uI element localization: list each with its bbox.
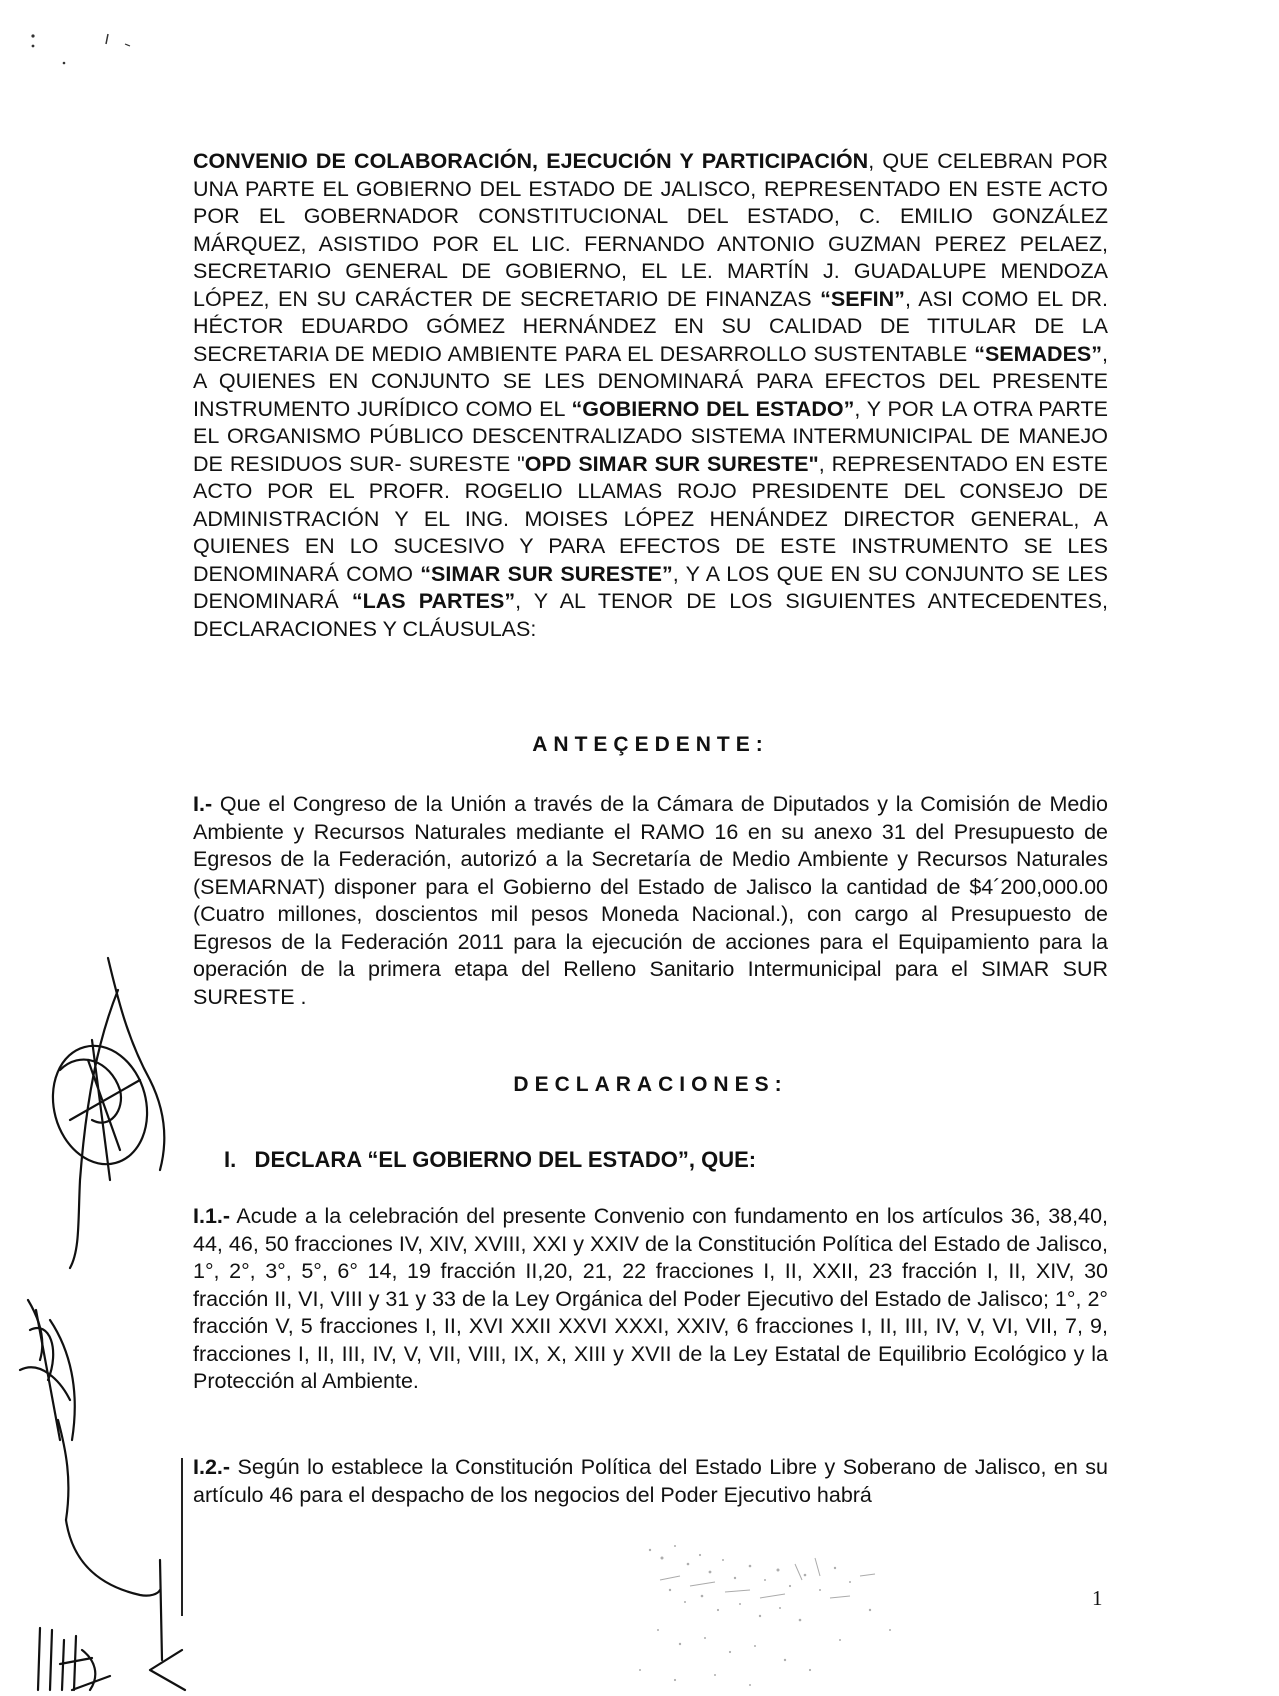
declaration-1-1 xyxy=(193,1203,1108,1396)
page-number: 1 xyxy=(1092,1586,1103,1610)
agreement-title: CONVENIO DE COLABORACIÓN, EJECUCIÓN Y PARTICIPACIÓN xyxy=(193,149,869,173)
intro-text-7: , Y AL TENOR DE LOS SIGUIENTES ANTECEDENTES, DECLARACIONES Y CLÁUSULAS: xyxy=(193,589,1108,641)
declaraciones-heading: DECLARACIONES: xyxy=(513,1073,788,1096)
seal-stamp xyxy=(590,1520,950,1696)
simar-label: “SIMAR SUR SURESTE” xyxy=(420,561,673,586)
declaration-1-2 xyxy=(193,1454,1108,1509)
opd-simar-label: OPD SIMAR SUR SURESTE" xyxy=(524,451,819,476)
intro-text-3: , A QUIENES EN CONJUNTO SE LES DENOMINARÁ PARA EFECTOS DEL PRESENTE INSTRUMENTO JURÍDICO COMO EL xyxy=(193,341,1108,421)
intro-text-2: , ASI COMO EL DR. HÉCTOR EDUARDO GÓMEZ HERNÁNDEZ EN SU CALIDAD DE TITULAR DE LA SECRETARIA DE MEDIO AMBIENTE PARA EL DESARROLLO SUSTENTABLE xyxy=(193,286,1108,366)
semades-label: “SEMADES” xyxy=(974,341,1103,366)
declaration-1-2-number: I.2.- xyxy=(193,1455,231,1479)
declaration-1-1-text: Acude a la celebración del presente Convenio con fundamento en los artículos 36, 38,40, 44, 46, 50 fracciones IV, XIV, XVIII, XXI y XXIV de la Constitución Política del Estado de Jalisco, 1°, 2°, 3°, 5°, 6° 14, 19 fracción II,20, 21, 22 fracciones I, II, XXII, 23 fracción I, II, XIV, 30 fracción II, VI, VIII y 31 y 33 de la Ley Orgánica del Poder Ejecutivo del Estado de Jalisco; 1°, 2° fracción V, 5 fracciones I, II, XVI XXII XXVI XXXI, XXIV, 6 fracciones I, II, III, IV, V, VI, VII, 7, 9, fracciones I, II, III, IV, V, VII, VIII, IX, X, XIII y XVII de la Ley Estatal de Equilibrio Ecológico y la Protección al Ambiente. xyxy=(193,1204,1108,1393)
declara-section-title: I. DECLARA “EL GOBIERNO DEL ESTADO”, QUE: xyxy=(224,1147,757,1172)
las-partes-label: “LAS PARTES” xyxy=(351,589,516,613)
declaration-1-1-number: I.1.- xyxy=(193,1204,231,1228)
antecedente-number: I.- xyxy=(193,792,213,816)
intro-text-1: , QUE CELEBRAN POR UNA PARTE EL GOBIERNO DEL ESTADO DE JALISCO, REPRESENTADO EN ESTE ACTO POR EL GOBERNADOR CONSTITUCIONAL DEL ESTADO, C. EMILIO GONZÁLEZ MÁRQUEZ, ASISTIDO POR EL LIC. FERNANDO ANTONIO GUZMAN PEREZ PELAEZ, SECRETARIO GENERAL DE GOBIERNO, EL LE. MARTÍN J. GUADALUPE MENDOZA LÓPEZ, EN SU CARÁCTER DE SECRETARIO DE FINANZAS xyxy=(193,149,1108,311)
intro-text-6: , Y A LOS QUE EN SU CONJUNTO SE LES DENOMINARÁ xyxy=(193,561,1108,613)
intro-text-4: , Y POR LA OTRA PARTE EL ORGANISMO PÚBLICO DESCENTRALIZADO SISTEMA INTERMUNICIPAL DE MANEJO DE RESIDUOS SUR- SURESTE " xyxy=(193,396,1108,476)
antecedente-paragraph xyxy=(193,791,1108,1011)
antecedente-text: Que el Congreso de la Unión a través de la Cámara de Diputados y la Comisión de Medio Ambiente y Recursos Naturales mediante el RAMO 16 en su anexo 31 del Presupuesto de Egresos de la Federación, autorizó a la Secretaría de Medio Ambiente y Recursos Naturales (SEMARNAT) disponer para el Gobierno del Estado de Jalisco la cantidad de $4´200,000.00 (Cuatro millones, doscientos mil pesos Moneda Nacional.), con cargo al Presupuesto de Egresos de la Federación 2011 para la ejecución de acciones para el Equipamiento para la operación de la primera etapa del Relleno Sanitario Intermunicipal para el SIMAR SUR SURESTE . xyxy=(193,792,1108,1009)
declaration-1-2-text: Según lo establece la Constitución Política del Estado Libre y Soberano de Jalisco, en su artículo 46 para el despacho de los negocios del Poder Ejecutivo habrá xyxy=(193,1455,1108,1507)
intro-paragraph xyxy=(193,148,1108,643)
gobierno-label: “GOBIERNO DEL ESTADO” xyxy=(571,396,855,421)
signature-marks xyxy=(0,0,230,1696)
sefin-label: “SEFIN” xyxy=(820,286,905,311)
intro-text-5: , REPRESENTADO EN ESTE ACTO POR EL PROFR. ROGELIO LLAMAS ROJO PRESIDENTE DEL CONSEJO DE ADMINISTRACIÓN Y EL ING. MOISES LÓPEZ HENÁNDEZ DIRECTOR GENERAL, A QUIENES EN LO SUCESIVO Y PARA EFECTOS DE ESTE INSTRUMENTO SE LES DENOMINARÁ COMO xyxy=(193,451,1109,586)
antecedente-heading: ANTEÇEDENTE: xyxy=(532,733,769,756)
